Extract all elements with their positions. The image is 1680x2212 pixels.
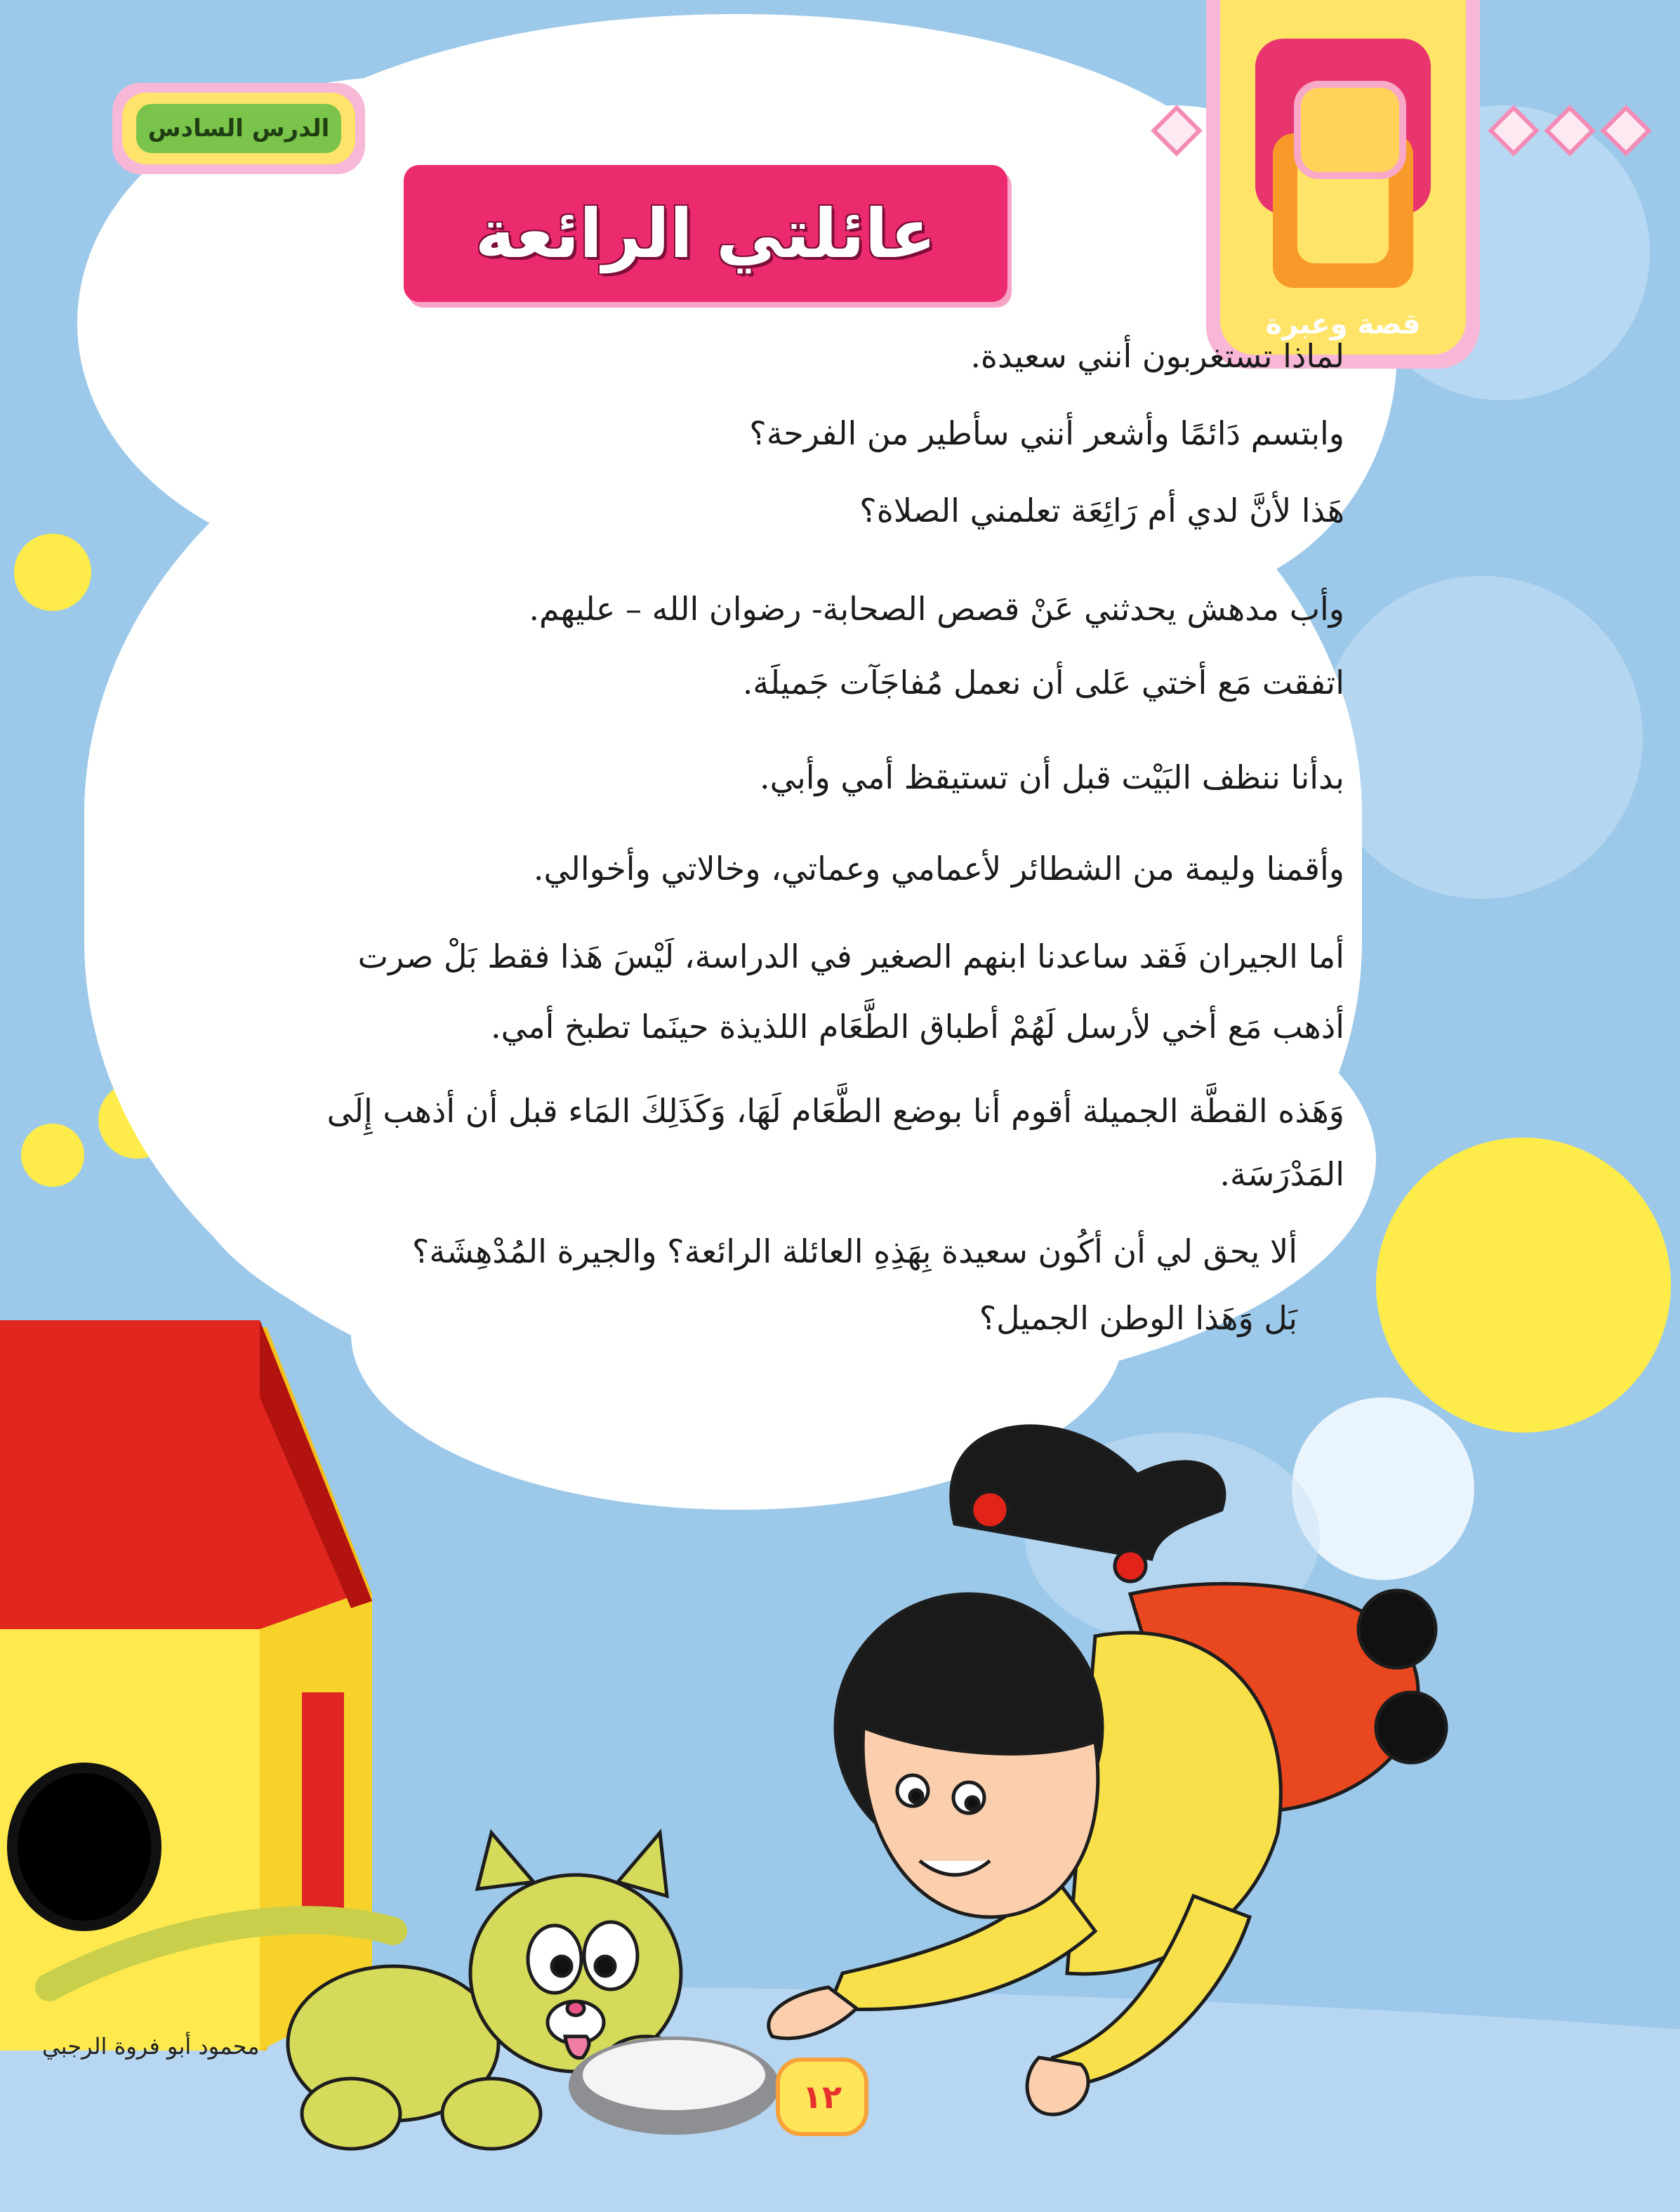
author-credit: محمود أبو فروة الرجبي	[42, 2033, 260, 2060]
story-line: ألا يحق لي أن أكُون سعيدة بِهَذِهِ العائلة الرائعة؟ والجيرة المُدْهِشَة؟	[411, 1232, 1297, 1270]
story-line: لماذا تستغربون أنني سعيدة.	[970, 337, 1344, 375]
story-line: المَدْرَسَة.	[1219, 1155, 1344, 1193]
section-tag	[1206, 0, 1480, 369]
lesson-label: الدرس السادس	[147, 114, 330, 143]
ornament-icon	[1294, 81, 1406, 179]
story-line: بدأنا ننظف البَيْت قبل أن تستيقظ أمي وأبي.	[760, 758, 1344, 796]
story-line: وابتسم دَائمًا وأشعر أنني سأطير من الفرحة؟	[749, 414, 1344, 452]
story-line: بَل وَهَذا الوطن الجميل؟	[979, 1299, 1297, 1337]
lesson-badge	[112, 83, 365, 174]
page-title: عائلتي الرائعة	[475, 194, 937, 273]
story-line: وأقمنا وليمة من الشطائر لأعمامي وعماتي، وخالاتي وأخوالي.	[533, 850, 1344, 888]
milk-bowl	[569, 2036, 779, 2135]
page-number: ١٢	[776, 2058, 868, 2136]
title-banner	[404, 165, 1007, 302]
story-line: أما الجيران فَقد ساعدنا ابنهم الصغير في الدراسة، لَيْسَ هَذا فقط بَلْ صرت	[357, 937, 1344, 975]
pale-bubble	[1320, 576, 1643, 899]
story-line: أذهب مَع أخي لأرسل لَهُمْ أطباق الطَّعَام اللذيذة حينَما تطبخ أمي.	[491, 1008, 1344, 1046]
story-line: وأب مدهش يحدثني عَنْ قصص الصحابة- رضوان الله – عليهم.	[529, 590, 1344, 628]
section-label: قصة وعبرة	[1265, 308, 1421, 341]
yellow-bubble	[14, 534, 91, 611]
story-line: اتفقت مَع أختي عَلى أن نعمل مُفاجَآت جَميلَة.	[742, 664, 1344, 702]
story-line: هَذا لأنَّ لدي أم رَائِعَة تعلمني الصلاة؟	[859, 492, 1344, 529]
diamond-ornament	[1600, 105, 1652, 157]
story-line: وَهَذه القطَّة الجميلة أقوم أنا بوضع الطَّعَام لَهَا، وَكَذَلِكَ المَاء قبل أن أذهب إِلَى	[326, 1092, 1344, 1130]
yellow-bubble	[21, 1124, 84, 1187]
